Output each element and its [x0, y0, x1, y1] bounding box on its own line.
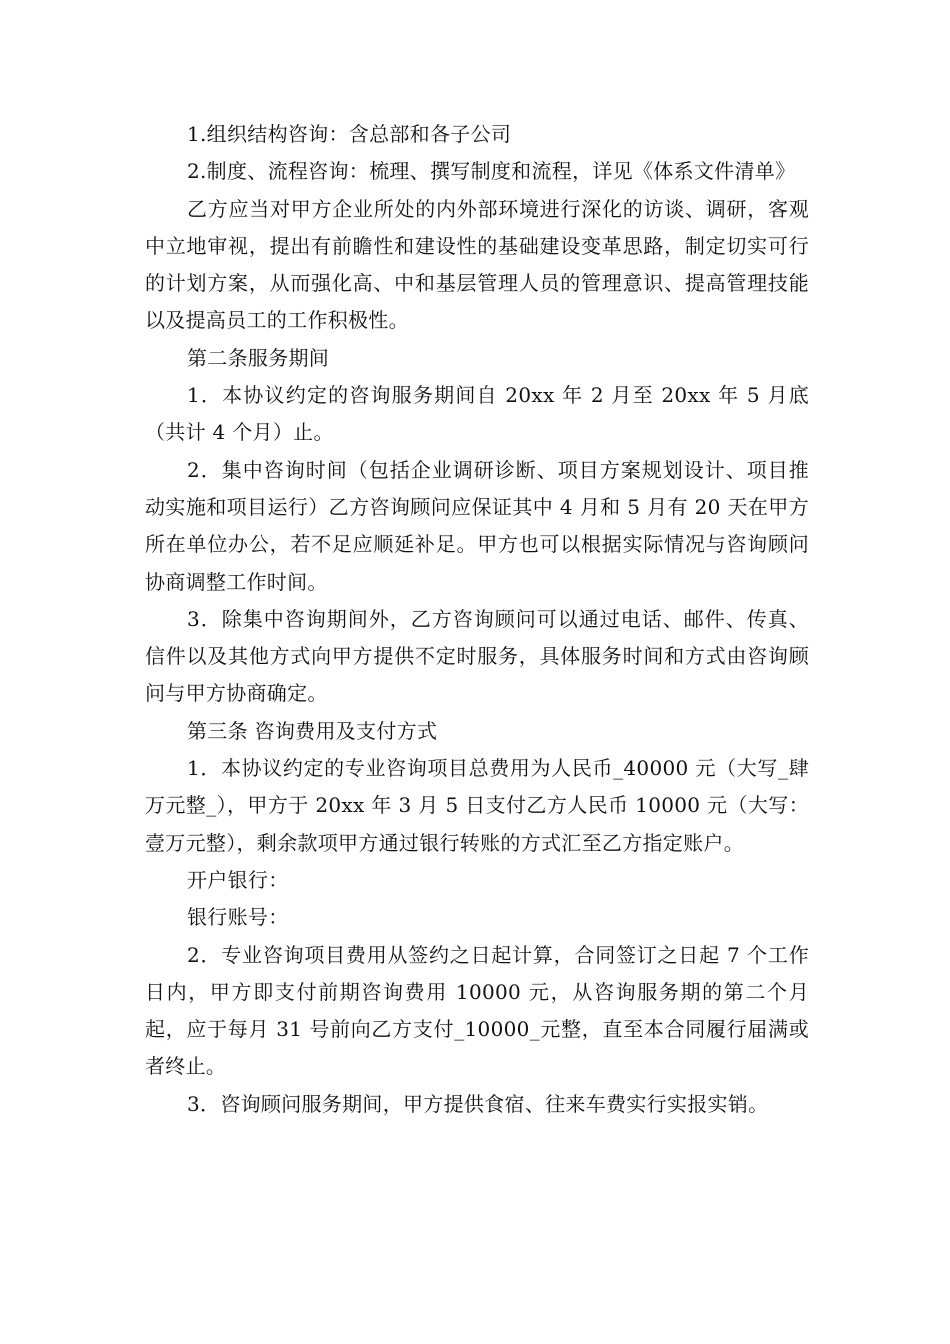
- paragraph-bank-account: 银行账号：: [187, 905, 289, 930]
- paragraph-service-period-1: 1．本协议约定的咨询服务期间自 20xx 年 2 月至 20xx 年 5 月底（共计 4 个月）止。: [145, 383, 809, 445]
- paragraph-org-structure: 1.组织结构咨询：含总部和各子公司: [187, 122, 512, 146]
- paragraph-bank-name: 开户银行：: [187, 867, 289, 892]
- paragraph-service-period-3: 3．除集中咨询期间外，乙方咨询顾问可以通过电话、邮件、传真、信件以及其他方式向甲方提供不定时服务，具体服务时间和方式由咨询顾问与甲方协商确定。: [145, 606, 809, 706]
- paragraph-service-period-2: 2．集中咨询时间（包括企业调研诊断、项目方案规划设计、项目推动实施和项目运行）乙方咨询顾问应保证其中 4 月和 5 月有 20 天在甲方所在单位办公，若不足应顺延补足。甲方也可以根据实际情况与咨询顾问协商调整工作时间。: [145, 457, 809, 594]
- document-page: [145, 116, 809, 1123]
- paragraph-process-consulting: 2.制度、流程咨询：梳理、撰写制度和流程，详见《体系文件清单》: [187, 159, 796, 184]
- paragraph-fees-2: 2．专业咨询项目费用从签约之日起计算，合同签订之日起 7 个工作日内，甲方即支付前期咨询费用 10000 元，从咨询服务期的第二个月起，应于每月 31 号前向乙方支付_10000_元整，直至本合同履行届满或者终止。: [145, 942, 809, 1079]
- section-heading-fees-payment: 第三条 咨询费用及支付方式: [187, 718, 438, 743]
- section-heading-service-period: 第二条服务期间: [187, 345, 330, 370]
- paragraph-fees-3: 3．咨询顾问服务期间，甲方提供食宿、往来车费实行实报实销。: [187, 1091, 769, 1116]
- paragraph-party-b-duties: 乙方应当对甲方企业所处的内外部环境进行深化的访谈、调研，客观中立地审视，提出有前瞻性和建设性的基础建设变革思路，制定切实可行的计划方案，从而强化高、中和基层管理人员的管理意识、提高管理技能以及提高员工的工作积极性。: [145, 196, 809, 333]
- paragraph-fees-1: 1．本协议约定的专业咨询项目总费用为人民币_40000 元（大写_肆万元整_），甲方于 20xx 年 3 月 5 日支付乙方人民币 10000 元（大写：壹万元整），剩余款项甲方通过银行转账的方式汇至乙方指定账户。: [145, 756, 809, 855]
